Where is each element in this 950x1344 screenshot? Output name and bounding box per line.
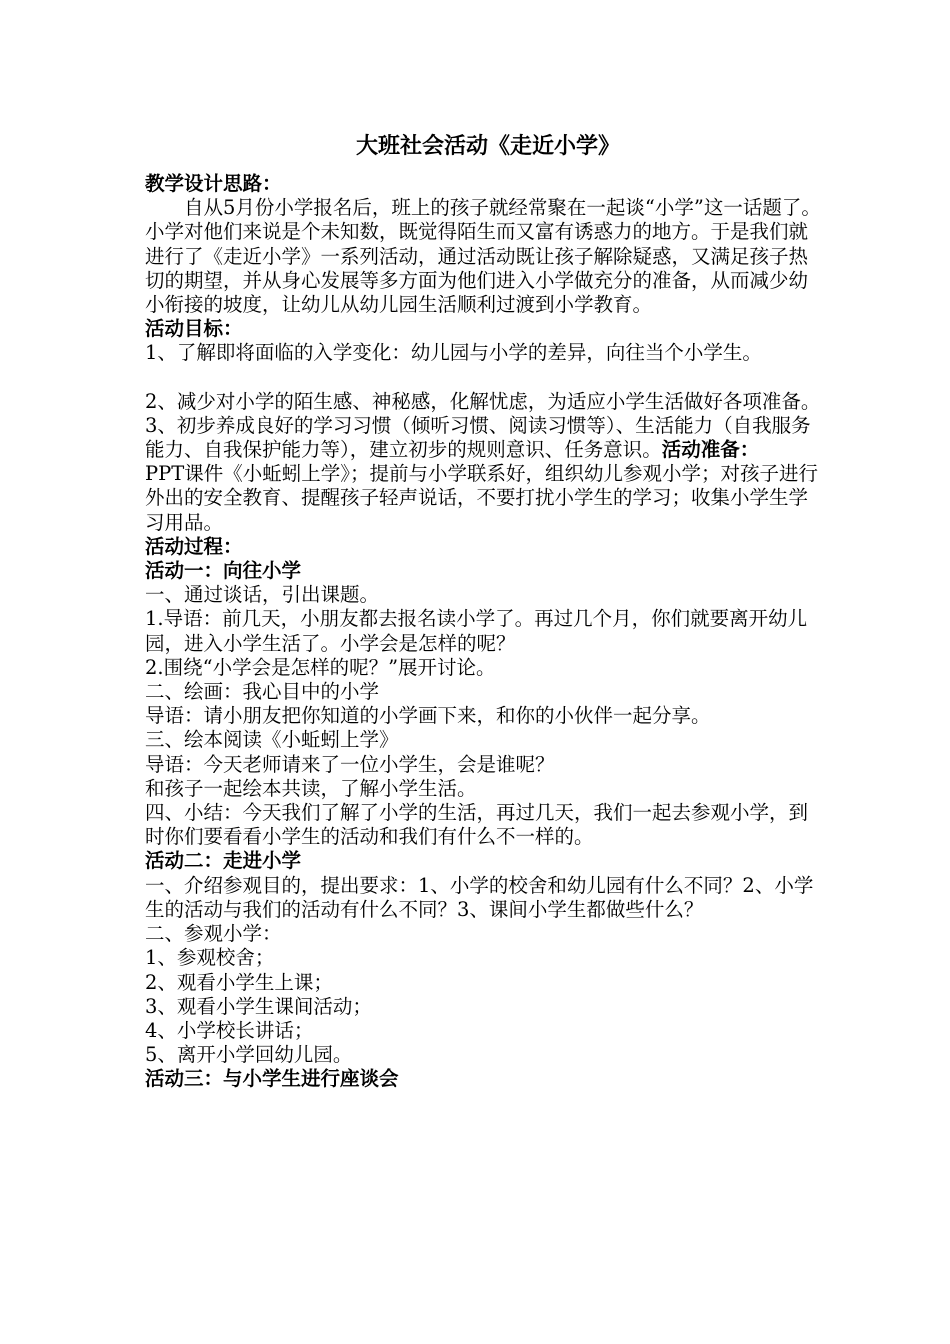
activity-2-line: 1、参观校舍； xyxy=(145,946,275,970)
process-heading: 活动过程： xyxy=(145,534,243,558)
activity-2-line: 3、观看小学生课间活动； xyxy=(145,994,372,1018)
activity-1-line: 二、绘画：我心目中的小学 xyxy=(145,680,380,704)
design-paragraph: 自从5月份小学报名后，班上的孩子就经常聚在一起谈“小学”这一话题了。小学对他们来说是个未知数，既觉得陌生而又富有诱惑力的地方。于是我们就进行了《走近小学》一系列活动，通过活动既让孩子解除疑惑，又满足孩子热切的期望，并从身心发展等多方面为他们进入小学做充分的准备，从而减少幼小衔接的坡度，让幼儿从幼儿园生活顺利过渡到小学教育。 xyxy=(145,196,821,317)
blank-line xyxy=(145,366,825,390)
activity-1-line: 1.导语：前几天，小朋友都去报名读小学了。再过几个月，你们就要离开幼儿园，进入小学生活了。小学会是怎样的呢？ xyxy=(145,607,808,655)
goals-heading: 活动目标： xyxy=(145,317,243,341)
prep-heading: 活动准备： xyxy=(661,438,760,462)
goal-item-3-text: 3、初步养成良好的学习习惯（倾听习惯、阅读习惯等）、生活能力（自我服务能力、自我保护能力等），建立初步的规则意识、任务意识。 xyxy=(145,413,811,462)
activity-1-line: 导语：请小朋友把你知道的小学画下来，和你的小伙伴一起分享。 xyxy=(145,704,711,728)
prep-paragraph: PPT课件《小蚯蚓上学》；提前与小学联系好，组织幼儿参观小学；对孩子进行外出的安全教育、提醒孩子轻声说话，不要打扰小学生的学习；收集小学生学习用品。 xyxy=(145,462,818,534)
document-title: 大班社会活动《走近小学》 xyxy=(355,133,620,159)
activity-2-heading: 活动二：走进小学 xyxy=(145,849,302,873)
activity-1-line: 一、通过谈话，引出课题。 xyxy=(145,583,380,607)
activity-1-line: 导语：今天老师请来了一位小学生，会是谁呢？ xyxy=(145,752,555,776)
activity-1-line: 三、绘本阅读《小蚯蚓上学》 xyxy=(145,728,399,752)
activity-1-line: 2.围绕“小学会是怎样的呢？”展开讨论。 xyxy=(145,655,496,679)
activity-2-line: 一、介绍参观目的，提出要求：1、小学的校舍和幼儿园有什么不同？2、小学生的活动与我们的活动有什么不同？3、课间小学生都做些什么？ xyxy=(145,873,814,921)
activity-1-line: 和孩子一起绘本共读，了解小学生活。 xyxy=(145,776,477,800)
activity-3-heading: 活动三：与小学生进行座谈会 xyxy=(145,1067,399,1091)
activity-1-line: 四、小结：今天我们了解了小学的生活，再过几天，我们一起去参观小学，到时你们要看看小学生的活动和我们有什么不一样的。 xyxy=(145,801,809,849)
activity-2-line: 二、参观小学： xyxy=(145,922,282,946)
activity-1-heading: 活动一：向往小学 xyxy=(145,559,302,583)
activity-2-line: 5、离开小学回幼儿园。 xyxy=(145,1043,353,1067)
goal-item-1: 1、了解即将面临的入学变化：幼儿园与小学的差异，向往当个小学生。 xyxy=(145,341,762,365)
goal-item-2: 2、减少对小学的陌生感、神秘感，化解忧虑，为适应小学生活做好各项准备。 xyxy=(145,389,821,413)
goal-item-3 xyxy=(145,414,825,462)
document-page xyxy=(145,132,825,1092)
activity-2-line: 2、观看小学生上课； xyxy=(145,970,333,994)
activity-2-line: 4、小学校长讲话； xyxy=(145,1018,314,1042)
design-heading: 教学设计思路： xyxy=(145,172,282,195)
